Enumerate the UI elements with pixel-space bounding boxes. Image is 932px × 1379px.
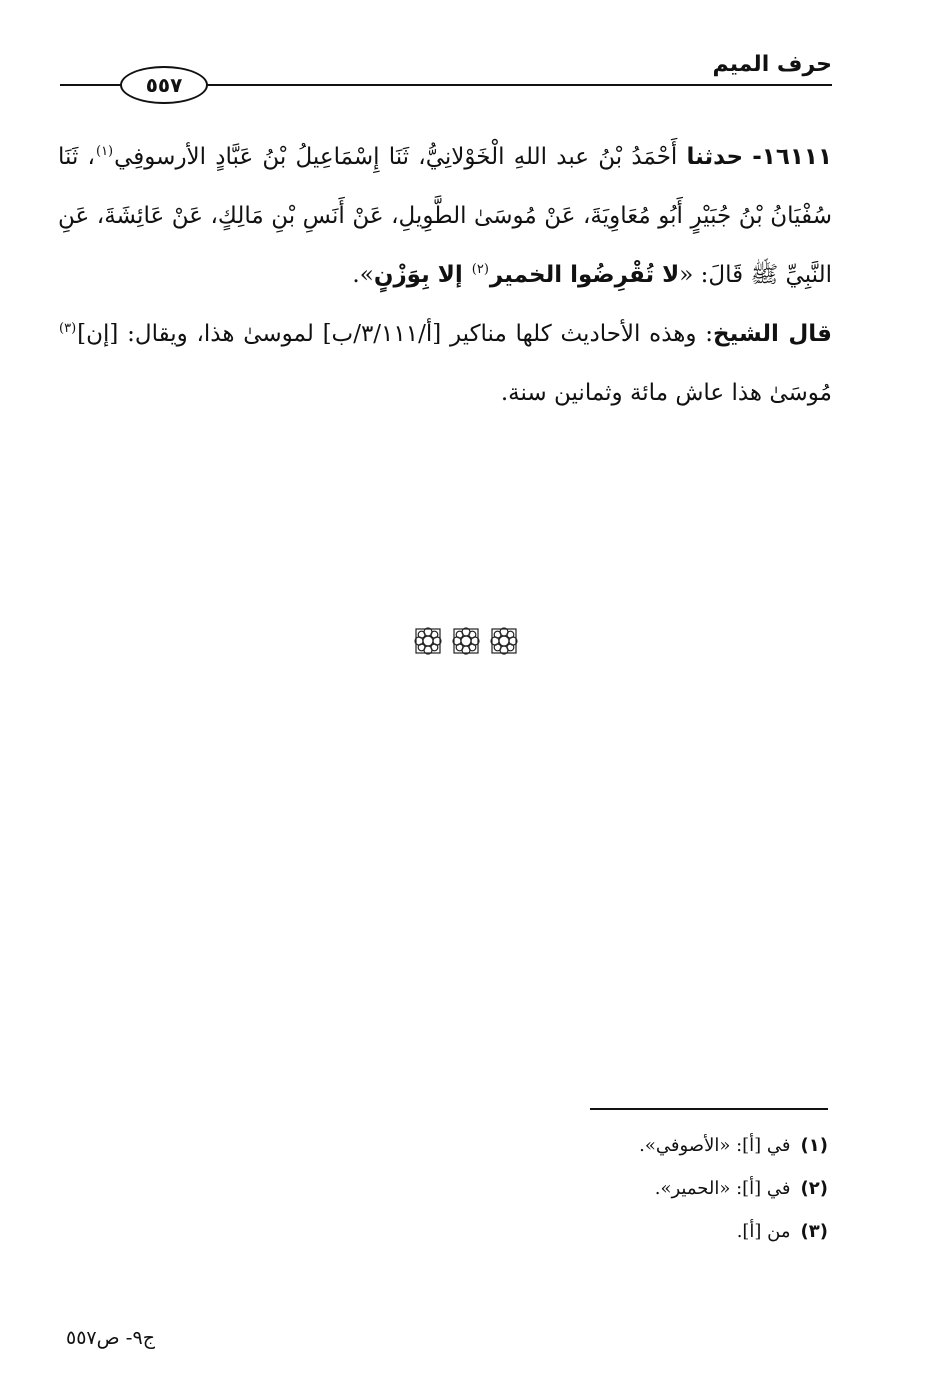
hadith-number: ١٦١١١- <box>752 144 832 170</box>
footnote-item <box>428 1124 828 1167</box>
hadith-lead-word: حدثنا <box>686 144 744 170</box>
page-number: ٥٥٧ <box>120 66 208 104</box>
footnote-marker: (٢) <box>471 262 489 278</box>
comment-text: : وهذه الأحاديث كلها مناكير [أ/٣/١١١/ب] لموسىٰ هذا، ويقال: [إن] <box>77 321 714 347</box>
page-footer: ج٩- ص٥٥٧ <box>66 1327 155 1349</box>
hadith-paragraph <box>58 128 832 305</box>
comment-text: مُوسَىٰ هذا عاش مائة وثمانين سنة. <box>500 380 832 406</box>
running-title: حرف الميم <box>712 52 832 77</box>
floral-ornament-icon <box>489 626 519 656</box>
comment-paragraph <box>58 305 832 423</box>
footnote-text: في [أ]: «الحمير». <box>654 1178 791 1199</box>
footnote-number: (٣) <box>800 1221 828 1242</box>
footnote-number: (٢) <box>800 1178 828 1199</box>
section-divider <box>0 626 932 656</box>
hadith-quote: إلا بِوَزْنٍ <box>373 262 471 288</box>
hadith-quote: لا تُقْرِضُوا الخمير <box>489 262 680 288</box>
hadith-text: ، ثَنَا سُفْيَانُ بْنُ جُبَيْرٍ أَبُو مُعَاوِيَةَ، عَنْ مُوسَىٰ الطَّوِيلِ، عَنْ أَنَسِ بْنِ مَالِكٍ، عَنْ عَائِشَةَ، عَنِ النَّبِيِّ ﷺ قَالَ: « <box>58 144 832 288</box>
floral-ornament-icon <box>451 626 481 656</box>
page-header <box>60 48 832 108</box>
main-text <box>58 128 832 423</box>
footnote-rule <box>590 1108 828 1110</box>
footnote-text: من [أ]. <box>736 1221 791 1242</box>
footnote-item <box>428 1210 828 1253</box>
footnote-marker: (٣) <box>59 321 77 337</box>
footnote-marker: (١) <box>95 144 114 160</box>
hadith-text: أَحْمَدُ بْنُ عبد اللهِ الْخَوْلانِيُّ، ثَنَا إِسْمَاعِيلُ بْنُ عَبَّادٍ الأرسوفِي <box>114 144 687 170</box>
footnote-item <box>428 1167 828 1210</box>
footnote-number: (١) <box>800 1135 828 1156</box>
hadith-text: ». <box>352 262 374 288</box>
footnotes <box>428 1124 828 1253</box>
floral-ornament-icon <box>413 626 443 656</box>
comment-lead: قال الشيخ <box>713 321 832 347</box>
footnote-text: في [أ]: «الأصوفي». <box>639 1135 791 1156</box>
